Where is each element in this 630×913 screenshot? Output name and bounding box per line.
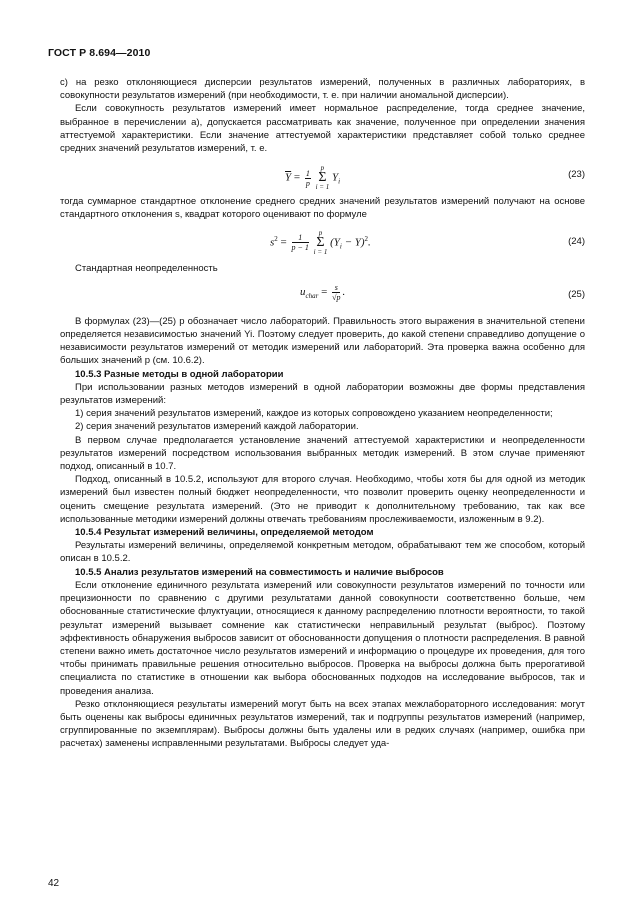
paragraph: Стандартная неопределенность [75, 262, 218, 274]
equation-25: $u_{char}$ = $\frac{s}{√p}$ . (25) [300, 282, 585, 302]
eq-term: (Y [330, 236, 340, 249]
eq-lhs: u [300, 285, 306, 298]
equation-24: $s^2$ = $\frac{1}{p - 1}$ p Σ i = 1 $(Y_i - Y)^2$. (24) [270, 228, 585, 256]
sum-symbol: p Σ i = 1 [313, 228, 328, 256]
equation-number: (23) [568, 169, 585, 181]
eq-fraction: $\frac{1}{p - 1}$ [291, 233, 309, 253]
standard-header: ГОСТ Р 8.694—2010 [48, 47, 151, 59]
eq-lhs: $\overline{Y}$ [285, 171, 292, 184]
equation-number: (24) [568, 235, 585, 247]
paragraph: В формулах (23)—(25) p обозначает число лабораторий. Правильность этого выражения в значительной степени определяется независимостью значений Yi. Поэтому следует проверить, до какой степени справедливо допущение о независимости результатов измерений от методик измерений или лабораторий. Эта проверка важна особенно для больших значений p (см. 10.6.2). [60, 315, 585, 367]
document-body [60, 76, 585, 751]
paragraph: При использовании разных методов измерений в одной лаборатории возможны две формы представления результатов измерений: [60, 381, 585, 407]
list-item: 1) серия значений результатов измерений, каждое из которых сопровождено указанием неопределенности; [75, 408, 553, 420]
paragraph: Если совокупность результатов измерений имеет нормальное распределение, тогда среднее значение, выбранное в перечислении а), допускается рассматривать как значение, полученное при определении значения аттестуемой характеристики. Если значение аттестуемой характеристики представляет собой только среднее средних значений результатов измерений, т. е. [60, 103, 585, 155]
paragraph: Если отклонение единичного результата измерений или совокупности результатов измерений по точности или прецизионности по сравнению с другими результатами данной совокупности соответственно больше, чем обоснованные статистические флуктуации, относящиеся к данному распределению плотности вероятности, то такой результат измерений вызывает сомнение как статистически неправильный результат (выброс). Поэтому эффективность обнаружения выбросов зависит от обоснованности допущения о плотности распределения. В равной степени важно иметь достаточное число результатов измерений и информацию о процедуре их проведения, для того чтобы принимать правильные решения относительно выбросов. Проверка на выбросы должна быть прерогативой специалиста по статистике в отношении как выбора обоснованных подходов на исследование выбросов, так и проведения анализа. [60, 579, 585, 697]
section-heading: 10.5.3 Разные методы в одной лаборатории [75, 368, 284, 380]
paragraph: Результаты измерений величины, определяемой конкретным методом, обрабатывают тем же способом, который описан в 10.5.2. [60, 540, 585, 565]
equation-number: (25) [568, 288, 585, 300]
eq-fraction: $\frac{1}{p}$ [305, 168, 310, 188]
list-item: 2) серия значений результатов измерений каждой лаборатории. [75, 421, 359, 433]
equation-23: $\overline{Y}$ = $\frac{1}{p}$ p Σ i = 1 $Y_i$ (23) [285, 164, 585, 192]
eq-fraction: $\frac{s}{√p}$ [332, 282, 341, 302]
paragraph: с) на резко отклоняющиеся дисперсии результатов измерений, полученных в различных лабораториях, в совокупности результатов измерений (при необходимости, т. е. при наличии аномальной дисперсии). [60, 77, 585, 102]
sum-symbol: p Σ i = 1 [315, 164, 330, 192]
section-heading: 10.5.5 Анализ результатов измерений на совместимость и наличие выбросов [75, 566, 444, 578]
paragraph: Подход, описанный в 10.5.2, используют для второго случая. Необходимо, чтобы хотя бы для одной из методик измерений был известен полный бюджет неопределенности, что позволит проверить оценку неопределенности и оценить смещение результата измерений. (Это не приводит к дополнительному требованию, так как все использованные методики измерений должны отвечать требованиям прослеживаемости, изложенным в 9.2). [60, 474, 585, 525]
paragraph: Резко отклоняющиеся результаты измерений могут быть на всех этапах межлабораторного исследования: могут быть оценены как выбросы единичных результатов измерений, так и подгруппы результатов измерений (например, сгруппированные по экземплярам). Выбросы должны быть удалены или в редких случаях (например, ошибка при расчетах) заменены исправленными результатами. Выбросы следует уда- [60, 698, 585, 750]
eq-lhs: s [270, 236, 275, 249]
eq-term: Y [332, 171, 339, 184]
page-number: 42 [48, 878, 60, 889]
paragraph: В первом случае предполагается установление значений аттестуемой характеристики и неопределенности результатов измерений посредством использования выбранных методик измерений. В этом случае применяют подход, описанный в 10.7. [60, 434, 585, 473]
section-heading: 10.5.4 Результат измерений величины, определяемой методом [75, 527, 374, 539]
paragraph: тогда суммарное стандартное отклонение среднего средних значений результатов измерений получают на основе стандартного отклонения s, квадрат которого оценивают по формуле [60, 196, 585, 221]
